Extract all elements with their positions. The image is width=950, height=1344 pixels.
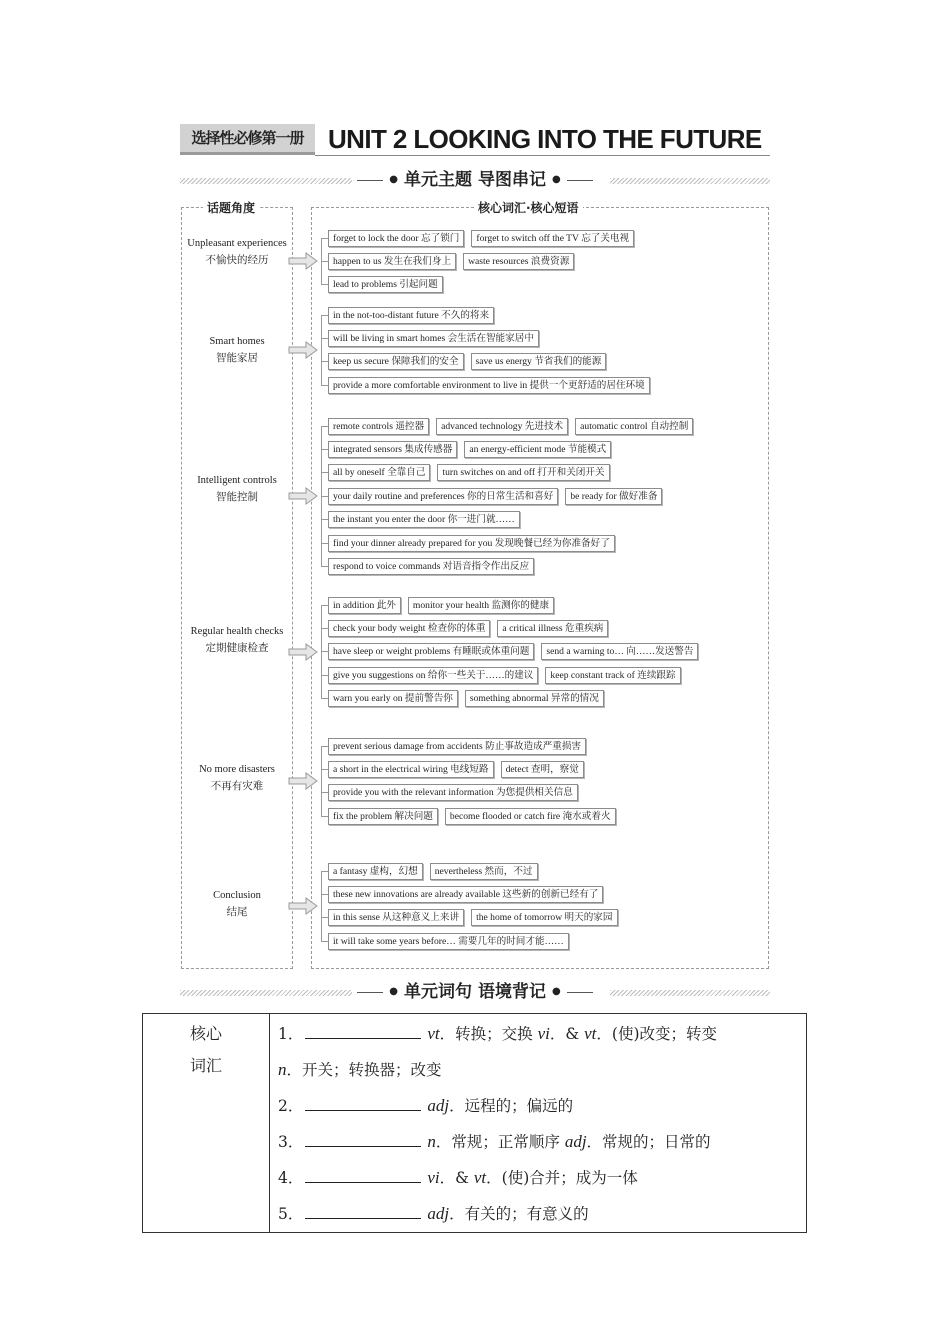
- answer-blank[interactable]: [305, 1092, 421, 1111]
- banner-title: 单元词句 语境背记: [404, 982, 546, 1002]
- vocab-category-line: 词汇: [189, 1056, 222, 1075]
- phrase-pill: provide a more comfortable environment to live in 提供一个更舒适的居住环境: [328, 377, 650, 394]
- phrase-pill: a short in the electrical wiring 电线短路: [328, 761, 494, 778]
- phrase-pill: keep us secure 保障我们的安全: [328, 353, 464, 370]
- phrase-pill: automatic control 自动控制: [575, 418, 693, 435]
- banner-mindmap: [180, 168, 770, 192]
- phrase-pill: remote controls 遥控器: [328, 418, 429, 435]
- phrase-row: [321, 807, 616, 825]
- definition-text: ．开关；转换器；改变: [286, 1061, 442, 1079]
- vocab-item-number: 4．: [278, 1169, 304, 1187]
- phrase-pill: be ready for 做好准备: [565, 488, 662, 505]
- part-of-speech: vt: [427, 1024, 440, 1043]
- phrase-row: [321, 690, 604, 708]
- answer-blank[interactable]: [305, 1164, 421, 1183]
- topic-zh: 不愉快的经历: [205, 254, 269, 266]
- connector-line: [321, 315, 322, 385]
- phrase-pill: in addition 此外: [328, 597, 401, 614]
- phrase-pill: will be living in smart homes 会生活在智能家居中: [328, 330, 539, 347]
- phrase-pill: find your dinner already prepared for you 发现晚餐已经为你准备好了: [328, 535, 615, 552]
- arrow-right-icon: [288, 643, 318, 661]
- phrase-pill: the instant you enter the door 你一进门就……: [328, 511, 520, 528]
- phrase-pill: respond to voice commands 对语音指令作出反应: [328, 558, 534, 575]
- banner-text: ● 单元词句 语境背记 ●: [180, 980, 770, 1004]
- answer-blank[interactable]: [305, 1128, 421, 1147]
- part-of-speech: vt: [584, 1024, 597, 1043]
- phrase-row: [321, 229, 634, 247]
- phrase-pill: monitor your health 监测你的健康: [408, 597, 554, 614]
- part-of-speech: adj: [427, 1204, 450, 1223]
- banner-title: 单元主题 导图串记: [404, 170, 546, 190]
- phrase-pill: fix the problem 解决问题: [328, 808, 438, 825]
- topic-en: Unpleasant experiences: [187, 238, 287, 249]
- phrase-pill: happen to us 发生在我们身上: [328, 253, 456, 270]
- phrase-row: [321, 252, 574, 270]
- phrase-pill: in this sense 从这种意义上来讲: [328, 909, 464, 926]
- phrase-row: [321, 329, 539, 347]
- vocab-item: [278, 1016, 798, 1052]
- vocab-items: [270, 1014, 807, 1233]
- phrase-pill: your daily routine and preferences 你的日常生活和喜好: [328, 488, 558, 505]
- phrase-pill: something abnormal 异常的情况: [465, 690, 604, 707]
- definition-text: ．常规的；日常的: [586, 1133, 711, 1151]
- vocab-item: [278, 1124, 798, 1160]
- arrow-right-icon: [288, 487, 318, 505]
- topic-label: [182, 888, 292, 920]
- topic-label: [182, 624, 292, 656]
- phrase-pill: detect 查明，察觉: [501, 761, 584, 778]
- answer-blank[interactable]: [305, 1020, 421, 1039]
- topic-zh: 结尾: [226, 906, 248, 918]
- banner-text: ● 单元主题 导图串记 ●: [180, 168, 770, 192]
- vocab-category-line: 核心: [189, 1024, 222, 1043]
- phrase-row: [321, 596, 554, 614]
- topic-en: Conclusion: [213, 890, 261, 901]
- phrase-pill: a fantasy 虚构，幻想: [328, 863, 423, 880]
- phrase-row: [321, 417, 693, 435]
- arrow-right-icon: [288, 341, 318, 359]
- banner-vocab: [180, 980, 770, 1004]
- phrase-pill: send a warning to… 向……发送警告: [541, 643, 698, 660]
- definition-text: ．有关的；有意义的: [449, 1205, 589, 1223]
- arrow-right-icon: [288, 772, 318, 790]
- phrase-pill: have sleep or weight problems 有睡眠或体重问题: [328, 643, 534, 660]
- phrase-pill: become flooded or catch fire 淹水或着火: [445, 808, 616, 825]
- definition-text: ．远程的；偏远的: [449, 1097, 574, 1115]
- phrase-pill: these new innovations are already available 这些新的创新已经有了: [328, 886, 603, 903]
- phrase-row: [321, 534, 615, 552]
- topic-label: [182, 762, 292, 794]
- part-of-speech: n: [427, 1132, 436, 1151]
- phrase-pill: it will take some years before… 需要几年的时间才能……: [328, 933, 569, 950]
- answer-blank[interactable]: [305, 1200, 421, 1219]
- phrase-pill: keep constant track of 连续跟踪: [545, 667, 680, 684]
- phrase-row: [321, 862, 538, 880]
- phrase-row: [321, 885, 603, 903]
- vocab-item-number: 2．: [278, 1097, 304, 1115]
- part-of-speech: vt: [473, 1168, 487, 1187]
- part-of-speech: n: [278, 1060, 287, 1079]
- topic-zh: 不再有灾难: [210, 780, 264, 792]
- phrase-row: [321, 760, 584, 778]
- page-header: [180, 122, 770, 158]
- phrase-pill: warn you early on 提前警告你: [328, 690, 458, 707]
- topic-zh: 智能家居: [216, 352, 258, 364]
- phrase-row: [321, 666, 681, 684]
- phrase-pill: lead to problems 引起问题: [328, 276, 443, 293]
- topic-zh: 智能控制: [216, 491, 258, 503]
- definition-text: ．&: [439, 1169, 474, 1187]
- topic-label: [182, 334, 292, 366]
- phrase-row: [321, 511, 520, 529]
- part-of-speech: vi: [427, 1168, 440, 1187]
- phrase-row: [321, 464, 610, 482]
- part-of-speech: vi: [537, 1024, 550, 1043]
- phrase-pill: provide you with the relevant information 为您提供相关信息: [328, 784, 578, 801]
- definition-text: ．转换；交换: [439, 1025, 538, 1043]
- phrase-pill: advanced technology 先进技术: [436, 418, 568, 435]
- definition-text: ．常规；正常顺序: [435, 1133, 565, 1151]
- phrase-row: [321, 557, 534, 575]
- connector-line: [321, 871, 322, 941]
- definition-text: ．(使)改变；转变: [596, 1025, 717, 1043]
- vocab-item: [278, 1196, 798, 1232]
- phrase-row: [321, 376, 650, 394]
- vocab-table: [142, 1013, 807, 1233]
- topic-en: No more disasters: [199, 764, 275, 775]
- vocab-item: [278, 1052, 798, 1088]
- phrase-column-label: 核心词汇·核心短语: [474, 200, 583, 216]
- topic-column-label: 话题角度: [203, 200, 259, 216]
- part-of-speech: adj: [427, 1096, 450, 1115]
- phrase-pill: a critical illness 危重疾病: [497, 620, 608, 637]
- vocab-item: [278, 1088, 798, 1124]
- phrase-row: [321, 306, 494, 324]
- phrase-pill: waste resources 浪费资源: [463, 253, 574, 270]
- book-tab: 选择性必修第一册: [180, 124, 315, 155]
- phrase-row: [321, 737, 586, 755]
- topic-en: Smart homes: [209, 336, 265, 347]
- vocab-item: [278, 1160, 798, 1196]
- phrase-row: [321, 440, 611, 458]
- phrase-row: [321, 932, 569, 950]
- phrase-pill: save us energy 节省我们的能源: [471, 353, 607, 370]
- topic-en: Regular health checks: [190, 626, 284, 637]
- phrase-pill: an energy-efficient mode 节能模式: [464, 441, 611, 458]
- phrase-row: [321, 276, 443, 294]
- header-rule: [315, 155, 770, 156]
- phrase-pill: forget to lock the door 忘了锁门: [328, 230, 464, 247]
- definition-text: ．&: [549, 1025, 585, 1043]
- phrase-row: [321, 643, 698, 661]
- definition-text: ．(使)合并；成为一体: [486, 1169, 638, 1187]
- vocab-item-number: 5．: [278, 1205, 304, 1223]
- phrase-pill: integrated sensors 集成传感器: [328, 441, 457, 458]
- phrase-row: [321, 487, 662, 505]
- unit-title: UNIT 2 LOOKING INTO THE FUTURE: [328, 124, 762, 154]
- arrow-right-icon: [288, 897, 318, 915]
- phrase-pill: nevertheless 然而，不过: [430, 863, 538, 880]
- phrase-pill: check your body weight 检查你的体重: [328, 620, 490, 637]
- vocab-category: [143, 1014, 270, 1233]
- phrase-row: [321, 353, 606, 371]
- topic-column-box: [181, 207, 293, 969]
- phrase-pill: in the not-too-distant future 不久的将来: [328, 307, 494, 324]
- vocab-item-number: 3．: [278, 1133, 304, 1151]
- topic-zh: 定期健康检查: [205, 642, 269, 654]
- arrow-right-icon: [288, 252, 318, 270]
- phrase-pill: the home of tomorrow 明天的家园: [471, 909, 617, 926]
- topic-label: [182, 236, 292, 268]
- vocab-row: [143, 1014, 807, 1233]
- phrase-row: [321, 909, 618, 927]
- vocab-item-number: 1．: [278, 1025, 304, 1043]
- phrase-row: [321, 619, 608, 637]
- topic-en: Intelligent controls: [197, 475, 277, 486]
- phrase-pill: prevent serious damage from accidents 防止事故造成严重损害: [328, 738, 586, 755]
- phrase-pill: give you suggestions on 给你一些关于……的建议: [328, 667, 538, 684]
- phrase-pill: all by oneself 全靠自己: [328, 464, 430, 481]
- phrase-pill: turn switches on and off 打开和关闭开关: [437, 464, 609, 481]
- phrase-row: [321, 784, 578, 802]
- topic-label: [182, 473, 292, 505]
- connector-line: [321, 746, 322, 816]
- vocab-category-text: [144, 1018, 268, 1082]
- part-of-speech: adj: [564, 1132, 587, 1151]
- phrase-pill: forget to switch off the TV 忘了关电视: [471, 230, 634, 247]
